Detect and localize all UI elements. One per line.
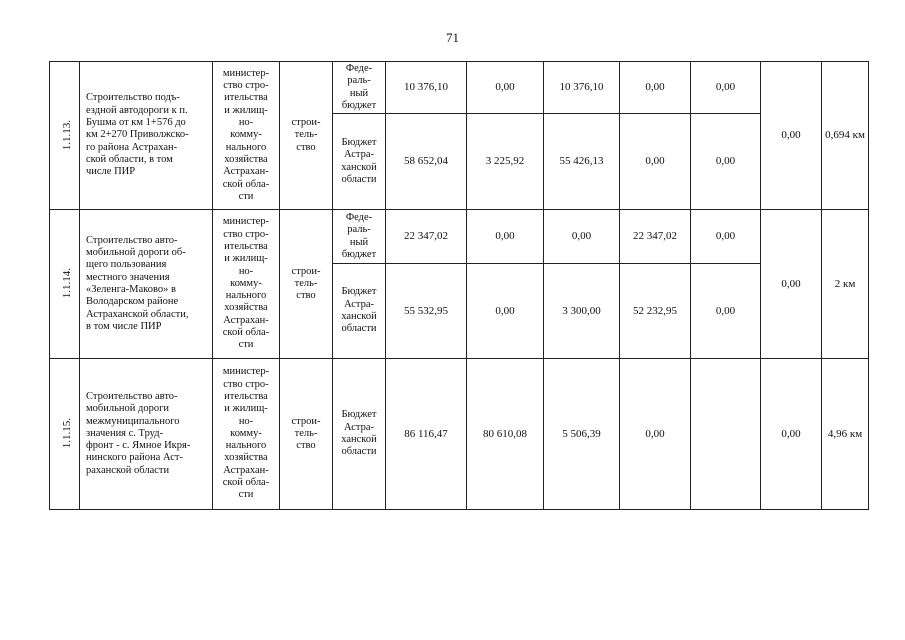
road-length: 4,96 км <box>822 359 869 510</box>
object-name: Строительство авто- мобильной дороги межмуниципального значения с. Труд- фронт - с. Ямное Икря- нинского района Аст- раханской области <box>80 359 213 510</box>
indicator-value: 0,00 <box>761 62 822 210</box>
indicator-value: 0,00 <box>761 359 822 510</box>
value-year-4: 0,00 <box>691 210 761 264</box>
work-type: строи- тель- ство <box>280 62 333 210</box>
road-length: 2 км <box>822 210 869 359</box>
value-year-3: 0,00 <box>620 114 691 210</box>
value-year-2: 3 300,00 <box>544 264 620 359</box>
value-year-2: 0,00 <box>544 210 620 264</box>
value-year-3: 0,00 <box>620 359 691 510</box>
value-year-2: 55 426,13 <box>544 114 620 210</box>
page-number: 71 <box>446 30 459 45</box>
value-year-4: 0,00 <box>691 114 761 210</box>
value-year-1: 3 225,92 <box>467 114 544 210</box>
value-total: 55 532,95 <box>386 264 467 359</box>
funding-source: Бюджет Астра- ханской области <box>333 264 386 359</box>
executor: министер- ство стро- ительства и жилищ- но- комму- нального хозяйства Астрахан- ской обла- сти <box>213 210 280 359</box>
row-code: 1.1.14. <box>60 268 73 299</box>
value-year-1: 0,00 <box>467 62 544 114</box>
value-year-3: 52 232,95 <box>620 264 691 359</box>
indicator-value: 0,00 <box>761 210 822 359</box>
table-row <box>50 210 869 264</box>
funding-source: Феде- раль- ный бюджет <box>333 210 386 264</box>
row-code: 1.1.13. <box>60 119 73 151</box>
value-total: 10 376,10 <box>386 62 467 114</box>
row-code-cell <box>50 62 80 210</box>
table-row <box>50 359 869 510</box>
row-code-cell <box>50 359 80 510</box>
table-row <box>50 62 869 114</box>
road-length: 0,694 км <box>822 62 869 210</box>
funding-source: Феде- раль- ный бюджет <box>333 62 386 114</box>
funding-source: Бюджет Астра- ханской области <box>333 359 386 510</box>
executor: министер- ство стро- ительства и жилищ- но- комму- нального хозяйства Астрахан- ской обла- сти <box>213 62 280 210</box>
work-type: строи- тель- ство <box>280 359 333 510</box>
budget-table <box>49 61 869 510</box>
value-year-2: 10 376,10 <box>544 62 620 114</box>
work-type: строи- тель- ство <box>280 210 333 359</box>
value-year-1: 80 610,08 <box>467 359 544 510</box>
value-year-4: 0,00 <box>691 264 761 359</box>
executor: министер- ство стро- ительства и жилищ- но- комму- нального хозяйства Астрахан- ской обла- сти <box>213 359 280 510</box>
value-total: 58 652,04 <box>386 114 467 210</box>
row-code-cell <box>50 210 80 359</box>
value-total: 22 347,02 <box>386 210 467 264</box>
value-year-3: 22 347,02 <box>620 210 691 264</box>
value-year-1: 0,00 <box>467 210 544 264</box>
value-year-2: 5 506,39 <box>544 359 620 510</box>
object-name: Строительство подъ- ездной автодороги к п. Бушма от км 1+576 до км 2+270 Приволжско- го района Астрахан- ской области, в том числе ПИР <box>80 62 213 210</box>
value-year-4: 0,00 <box>691 62 761 114</box>
value-year-4 <box>691 359 761 510</box>
value-year-1: 0,00 <box>467 264 544 359</box>
value-total: 86 116,47 <box>386 359 467 510</box>
row-code: 1.1.15. <box>60 418 73 449</box>
value-year-3: 0,00 <box>620 62 691 114</box>
funding-source: Бюджет Астра- ханской области <box>333 114 386 210</box>
object-name: Строительство авто- мобильной дороги об- щего пользования местного значения «Зеленга-Маково» в Володарском районе Астраханской области, в том числе ПИР <box>80 210 213 359</box>
